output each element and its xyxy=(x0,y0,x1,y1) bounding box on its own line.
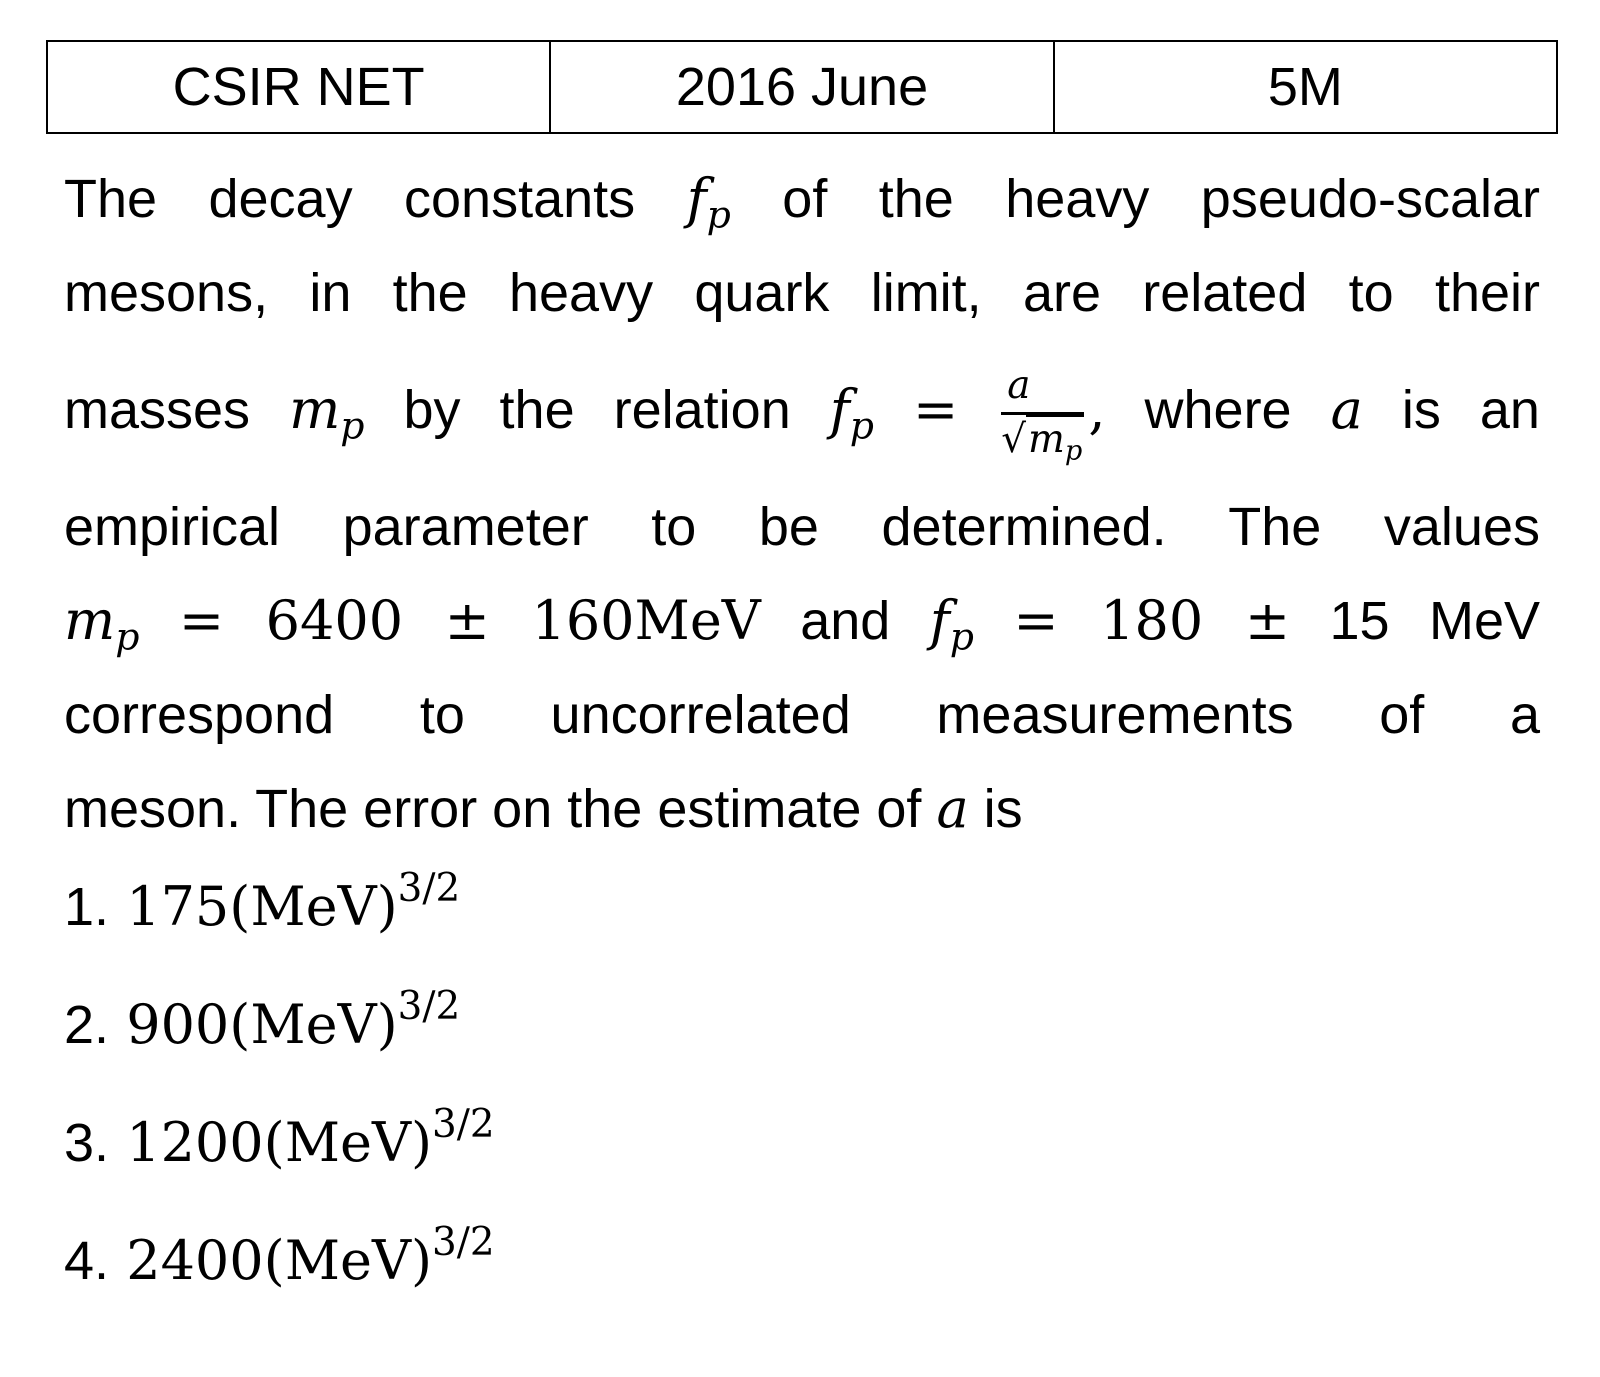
text-segment: The decay constants xyxy=(64,169,636,229)
mp-measurement: $m_p = 6400 \pm 160MeV$ xyxy=(64,589,761,659)
text-segment: and xyxy=(800,591,891,651)
question-line-5 xyxy=(64,574,1540,668)
option-number: 4. xyxy=(64,1231,110,1291)
question-line-6: correspond to uncorrelated measurements of a xyxy=(64,685,1540,745)
question-line-1 xyxy=(64,152,1540,246)
header-table xyxy=(46,40,1558,134)
option-value: 900(MeV) xyxy=(126,993,398,1056)
symbol-a: a xyxy=(936,777,969,840)
question-line-7 xyxy=(64,762,1540,856)
exam-name-cell: CSIR NET xyxy=(47,41,550,133)
option-number: 1. xyxy=(64,877,110,937)
fp-measurement: $f_p = 180$ ± xyxy=(929,589,1291,659)
text-segment: meson. The error on the estimate of xyxy=(64,779,922,839)
fraction-denominator: $√m_p$ xyxy=(1001,417,1083,467)
symbol-fp: $f_p$ xyxy=(686,167,731,237)
text-segment: by the relation xyxy=(403,380,791,440)
relation-formula: $f_p$ = $\frac{a}{√m_p}$ , xyxy=(829,363,1106,467)
marks-cell: 5M xyxy=(1054,41,1557,133)
option-2[interactable] xyxy=(64,966,495,1084)
option-value: 1200(MeV) xyxy=(126,1111,433,1174)
option-3[interactable] xyxy=(64,1084,495,1202)
option-exponent: 3/2 xyxy=(397,983,461,1029)
symbol-a: a xyxy=(1330,378,1363,441)
fraction xyxy=(1001,363,1084,467)
question-text xyxy=(64,152,1540,856)
header-row xyxy=(47,41,1557,133)
option-exponent: 3/2 xyxy=(432,1219,495,1265)
option-1[interactable] xyxy=(64,848,495,966)
sqrt-symbol: √ xyxy=(1001,417,1027,463)
fraction-numerator: a xyxy=(1001,367,1084,415)
text-segment: masses xyxy=(64,380,251,440)
text-segment: where xyxy=(1144,380,1292,440)
text-segment: of the heavy pseudo-scalar xyxy=(782,169,1540,229)
symbol-mp: $m_p$ xyxy=(289,378,365,448)
option-number: 2. xyxy=(64,995,110,1055)
option-number: 3. xyxy=(64,1113,110,1173)
option-value: 2400(MeV) xyxy=(126,1229,433,1292)
exam-session-cell: 2016 June xyxy=(550,41,1053,133)
text-segment: 15 MeV xyxy=(1329,591,1541,651)
text-segment: is an xyxy=(1401,380,1540,440)
option-exponent: 3/2 xyxy=(432,1101,495,1147)
question-line-4: empirical parameter to be determined. The values xyxy=(64,497,1540,557)
option-4[interactable] xyxy=(64,1202,495,1320)
answer-options xyxy=(64,848,495,1320)
question-line-2: mesons, in the heavy quark limit, are related to their xyxy=(64,263,1540,323)
option-exponent: 3/2 xyxy=(397,865,461,911)
text-segment: is xyxy=(983,779,1023,839)
question-line-3 xyxy=(64,340,1540,480)
option-value: 175(MeV) xyxy=(126,875,398,938)
